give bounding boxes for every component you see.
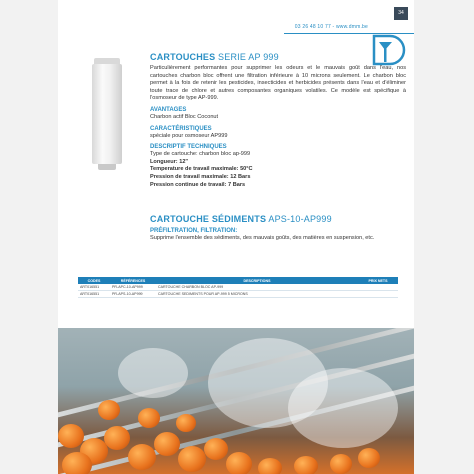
spec-row: Type de cartouche: charbon bloc ap-999 [150, 151, 251, 158]
col-codes: CODES [78, 277, 110, 284]
col-references: RÉFÉRENCES [110, 277, 156, 284]
col-prix: PRIX NETS [358, 277, 398, 284]
caracteristiques-heading: CARACTÉRISTIQUES [150, 125, 212, 132]
product-title: CARTOUCHES SERIE AP 999 [150, 52, 279, 62]
table-row: ART016551 PR-APS-10-AP999 CARTOUCHE SEDIMENTS POUR AP-999 5 MICRONS [78, 291, 398, 298]
spec-row: Temperature de travail maximale: 50°C [150, 166, 253, 173]
sediment-section [150, 214, 406, 243]
spec-row: Pression de travail maximale: 12 Bars [150, 173, 251, 180]
header-contact: 03 26 48 10 77 - www.dmm.be [294, 24, 368, 30]
avantages-heading: AVANTAGES [150, 106, 187, 113]
prefiltration-heading: PRÉFILTRATION, FILTRATION: [150, 228, 238, 234]
table-header-row [78, 277, 398, 284]
sediment-title: CARTOUCHE SÉDIMENTS APS-10-AP999 [150, 214, 332, 224]
spec-row: Pression continue de travail: 7 Bars [150, 181, 246, 188]
catalog-page [58, 0, 414, 474]
spec-row: Longueur: 12" [150, 158, 189, 165]
cartridge-image [92, 58, 122, 170]
table-row: ART016551 PR-APC-10-AP999 CARTOUCHE CHARBON BLOC AP-999 [78, 284, 398, 291]
page-number: 34 [394, 7, 408, 20]
descriptif-heading: DESCRIPTIF TECHNIQUES [150, 144, 227, 151]
avantages-text: Charbon actif Bloc Coconut [150, 113, 219, 120]
product-description: Particulièrement performantes pour supprimer les odeurs et le mauvais goût dans l'eau, nos cartouches charbon bloc offrent une filtration inférieure à 10 microns seulement. Le charbon bloc permet à la fois de retenir les pesticides, insecticides et herbicides présents dans l'eau et d'éliminer toute trace de chlore et autres composantes organiques volatiles. Ce modèle est spécifique à l'osmoseur de type AP-999. [150, 65, 406, 102]
col-descriptions: DESCRIPTIONS [156, 277, 358, 284]
caracteristiques-text: spéciale pour osmoseur AP999 [150, 132, 228, 139]
price-table [78, 277, 398, 298]
product-section [150, 52, 406, 189]
orange-washing-photo [58, 328, 414, 474]
sediment-text: Supprime l'ensemble des sédiments, des mauvais goûts, des matières en suspension, etc. [150, 235, 375, 241]
